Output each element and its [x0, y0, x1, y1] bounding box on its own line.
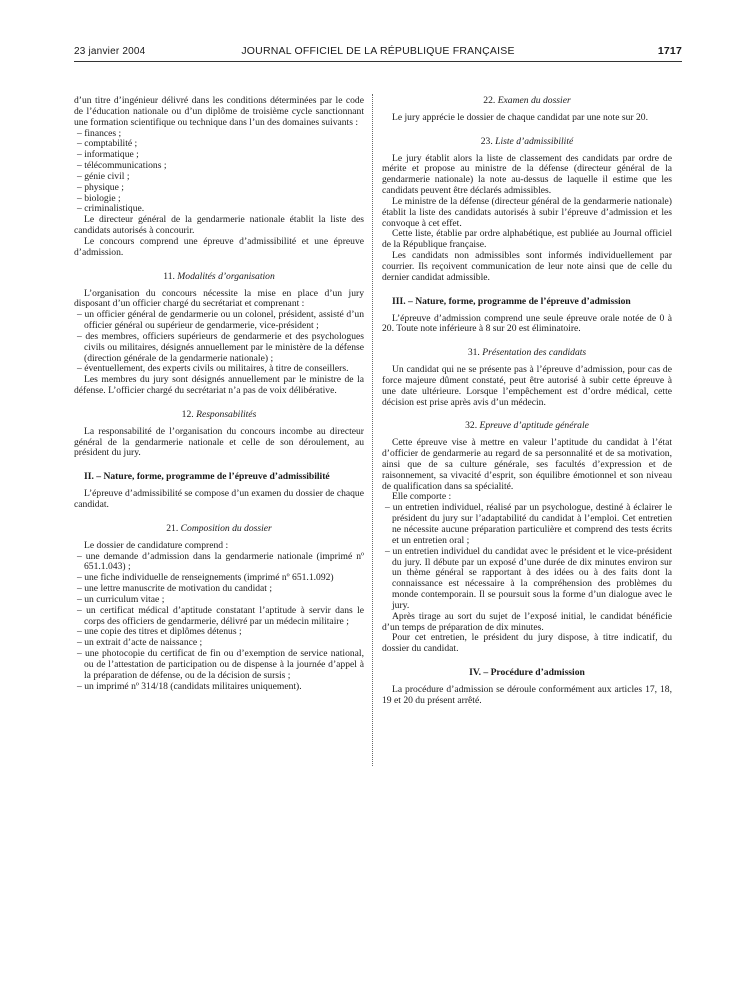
page-number: 1717 [657, 45, 682, 57]
paragraph: Le concours comprend une épreuve d’admissibilité et une épreuve d’admission. [74, 235, 364, 258]
paragraph: Elle comporte : [392, 491, 452, 503]
section-heading-III: III. – Nature, forme, programme de l’épreuve d’admission [392, 295, 631, 307]
list-item: – une lettre manuscrite de motivation du candidat ; [77, 583, 273, 595]
list-item: – un officier général de gendarmerie ou un colonel, président, assisté d’un officier général ou supérieur de gendarmerie, vice-président ; [77, 309, 364, 332]
paragraph: Un candidat qui ne se présente pas à l’épreuve d’admission, pour cas de force majeure dûment constaté, peut être autorisé à subir cette épreuve à une date ultérieure. Lorsque l’empêchement est d’ordre médical, cette décision est prise après avis d’un médecin. [382, 364, 672, 408]
list-item: – finances ; [77, 127, 122, 139]
list-item: – une photocopie du certificat de fin ou d’exemption de service national, ou de l’attestation de participation ou de dispense à la journée d’appel à la préparation de défense, ou de la décision de sursis ; [77, 648, 364, 681]
list-item: – biologie ; [77, 192, 121, 204]
list-item: – comptabilité ; [77, 138, 138, 150]
list-item: – éventuellement, des experts civils ou militaires, à titre de conseillers. [77, 363, 349, 375]
list-item: – un extrait d’acte de naissance ; [77, 637, 203, 649]
jury-list [74, 310, 364, 375]
paragraph: La responsabilité de l’organisation du concours incombe au directeur général de la gendarmerie nationale et celle de son déroulement, au président du jury. [74, 425, 364, 459]
list-item: – un entretien individuel du candidat avec le président et le vice-président du jury. Il débute par un exposé d’une durée de dix minutes environ sur un thème général se rapportant à des idées ou à des faits dont la connaissance est nécessaire à la compréhension des problèmes du monde contemporain. Il se poursuit sous la forme d’un dialogue avec le jury. [385, 545, 672, 611]
list-item: – des membres, officiers supérieurs de gendarmerie et des psychologues civils ou militaires, désignés annuellement par le ministère de la défense (direction générale de la gendarmerie nationale) ; [77, 330, 364, 364]
right-column [382, 96, 672, 707]
list-item: – un entretien individuel, réalisé par un psychologue, destiné à éclairer le président du jury sur l’adaptabilité du candidat à l’emploi. Cet entretien ne nécessite aucune préparation particulière et comprend des tests écrits et un entretien oral ; [385, 502, 672, 546]
domains-list [74, 129, 364, 216]
section-heading-32: 32. Epreuve d’aptitude générale [465, 420, 589, 432]
paragraph: La procédure d’admission se déroule conformément aux articles 17, 18, 19 et 20 du présent arrêté. [382, 683, 672, 706]
column-divider [372, 94, 373, 766]
paragraph: L’épreuve d’admissibilité se compose d’un examen du dossier de chaque candidat. [74, 488, 364, 510]
section-heading-23: 23. Liste d’admissibilité [480, 135, 574, 147]
page-header [74, 44, 682, 60]
list-item: – un imprimé nº 314/18 (candidats militaires uniquement). [77, 680, 302, 692]
section-heading-12: 12. Responsabilités [181, 408, 257, 420]
section-heading-11: 11. Modalités d’organisation [163, 270, 275, 282]
paragraph: Les candidats non admissibles sont informés individuellement par courrier. Ils reçoivent communication de leur note ainsi que de celle du dernier candidat admissible. [382, 250, 672, 283]
left-column [74, 96, 364, 693]
paragraph: Les membres du jury sont désignés annuellement par le ministre de la défense. L’officier chargé du secrétariat n’a pas de voix délibérative. [74, 374, 364, 397]
section-heading-II: II. – Nature, forme, programme de l’épreuve d’admissibilité [84, 471, 330, 483]
section-heading-IV: IV. – Procédure d’admission [469, 667, 585, 679]
paragraph: Le jury apprécie le dossier de chaque candidat par une note sur 20. [392, 111, 648, 123]
intro-paragraph: d’un titre d’ingénieur délivré dans les conditions déterminées par le code de l’éducation nationale ou d’un diplôme de troisième cycle sanctionnant une formation scientifique ou technique dans l’un des domaines suivants : [74, 95, 364, 128]
list-item: – génie civil ; [77, 170, 130, 182]
list-item: – une demande d’admission dans la gendarmerie nationale (imprimé nº 651.1.043) ; [77, 550, 364, 573]
paragraph: Après tirage au sort du sujet de l’exposé initial, le candidat bénéficie d’un temps de préparation de dix minutes. [382, 610, 672, 633]
section-heading-21: 21. Composition du dossier [166, 522, 272, 534]
paragraph: L’épreuve d’admission comprend une seule épreuve orale notée de 0 à 20. Toute note inférieure à 8 sur 20 est éliminatoire. [382, 312, 672, 335]
epreuve-list [382, 503, 672, 611]
list-item: – une copie des titres et diplômes détenus ; [77, 626, 242, 638]
list-item: – physique ; [77, 181, 124, 193]
list-item: – informatique ; [77, 149, 139, 161]
section-heading-31: 31. Présentation des candidats [467, 347, 587, 359]
paragraph: Le jury établit alors la liste de classement des candidats par ordre de mérite et propose au ministre de la défense (directeur général de la gendarmerie nationale) la note au-dessus de laquelle il estime que les candidats peuvent être déclarés admissibles. [382, 152, 672, 197]
issue-date: 23 janvier 2004 [74, 46, 146, 57]
list-item: – une fiche individuelle de renseignements (imprimé nº 651.1.092) [77, 572, 334, 584]
paragraph: Le dossier de candidature comprend : [84, 539, 229, 551]
list-item: – un curriculum vitae ; [77, 593, 165, 605]
dossier-list [74, 552, 364, 693]
paragraph: Le directeur général de la gendarmerie nationale établit la liste des candidats autorisés à concourir. [74, 214, 364, 237]
paragraph: L’organisation du concours nécessite la mise en place d’un jury disposant d’un officier chargé du secrétariat et comprenant : [74, 287, 364, 310]
paragraph: Cette épreuve vise à mettre en valeur l’aptitude du candidat à l’état d’officier de gendarmerie au regard de sa personnalité et de sa motivation, ainsi que de sa culture générale, ses facultés d’expression et de raisonnement, sa vivacité d’esprit, son équilibre émotionnel et son niveau de qualification dans sa spécialité. [382, 437, 672, 492]
paragraph: Le ministre de la défense (directeur général de la gendarmerie nationale) établit la liste des candidats autorisés à subir l’épreuve d’admission et les convoque à cet effet. [382, 195, 672, 229]
list-item: – un certificat médical d’aptitude constatant l’aptitude à servir dans le corps des officiers de gendarmerie, délivré par un médecin militaire ; [77, 604, 364, 627]
paragraph: Cette liste, établie par ordre alphabétique, est publiée au Journal officiel de la République française. [382, 228, 672, 251]
journal-title: JOURNAL OFFICIEL DE LA RÉPUBLIQUE FRANÇAISE [241, 45, 515, 57]
list-item: – criminalistique. [77, 203, 145, 215]
header-rule [74, 61, 682, 62]
section-heading-22: 22. Examen du dossier [483, 95, 571, 106]
list-item: – télécommunications ; [77, 160, 167, 172]
paragraph: Pour cet entretien, le président du jury dispose, à titre indicatif, du dossier du candidat. [382, 632, 672, 655]
